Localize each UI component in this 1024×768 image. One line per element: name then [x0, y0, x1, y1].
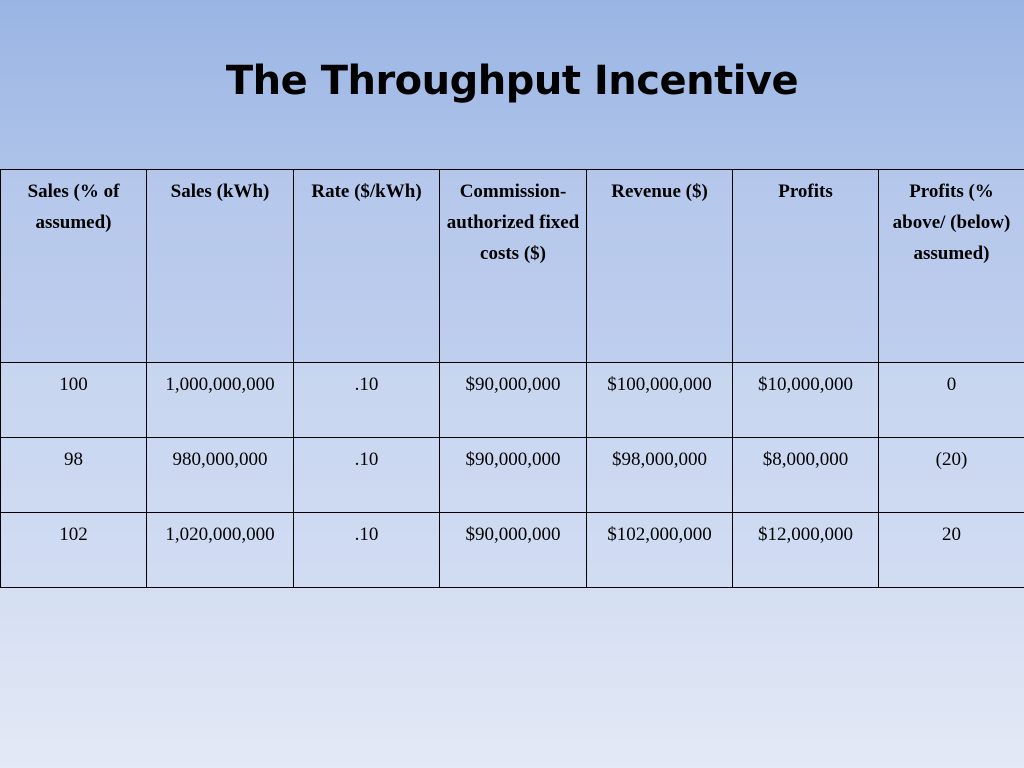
table-row	[1, 438, 1024, 513]
header-rate: Rate ($/kWh)	[294, 170, 440, 363]
cell-rate: .10	[294, 513, 440, 588]
throughput-table	[0, 169, 1024, 588]
cell-profits-percent: 20	[879, 513, 1024, 588]
cell-sales-percent: 102	[1, 513, 147, 588]
cell-sales-kwh: 1,020,000,000	[147, 513, 294, 588]
cell-sales-percent: 98	[1, 438, 147, 513]
cell-sales-kwh: 1,000,000,000	[147, 363, 294, 438]
cell-profits-percent: 0	[879, 363, 1024, 438]
cell-fixed-costs: $90,000,000	[440, 438, 587, 513]
cell-profits: $10,000,000	[733, 363, 879, 438]
header-profits: Profits	[733, 170, 879, 363]
slide-title: The Throughput Incentive	[225, 58, 799, 104]
cell-profits: $12,000,000	[733, 513, 879, 588]
header-fixed-costs: Commission-authorized fixed costs ($)	[440, 170, 587, 363]
header-sales-percent: Sales (% of assumed)	[1, 170, 147, 363]
cell-revenue: $98,000,000	[587, 438, 733, 513]
cell-profits-percent: (20)	[879, 438, 1024, 513]
table-row	[1, 363, 1024, 438]
cell-rate: .10	[294, 363, 440, 438]
header-sales-kwh: Sales (kWh)	[147, 170, 294, 363]
table-header-row	[1, 170, 1024, 363]
cell-sales-percent: 100	[1, 363, 147, 438]
cell-fixed-costs: $90,000,000	[440, 513, 587, 588]
cell-sales-kwh: 980,000,000	[147, 438, 294, 513]
cell-revenue: $100,000,000	[587, 363, 733, 438]
cell-rate: .10	[294, 438, 440, 513]
header-profits-percent: Profits (% above/ (below) assumed)	[879, 170, 1024, 363]
cell-revenue: $102,000,000	[587, 513, 733, 588]
cell-profits: $8,000,000	[733, 438, 879, 513]
header-revenue: Revenue ($)	[587, 170, 733, 363]
table-row	[1, 513, 1024, 588]
cell-fixed-costs: $90,000,000	[440, 363, 587, 438]
